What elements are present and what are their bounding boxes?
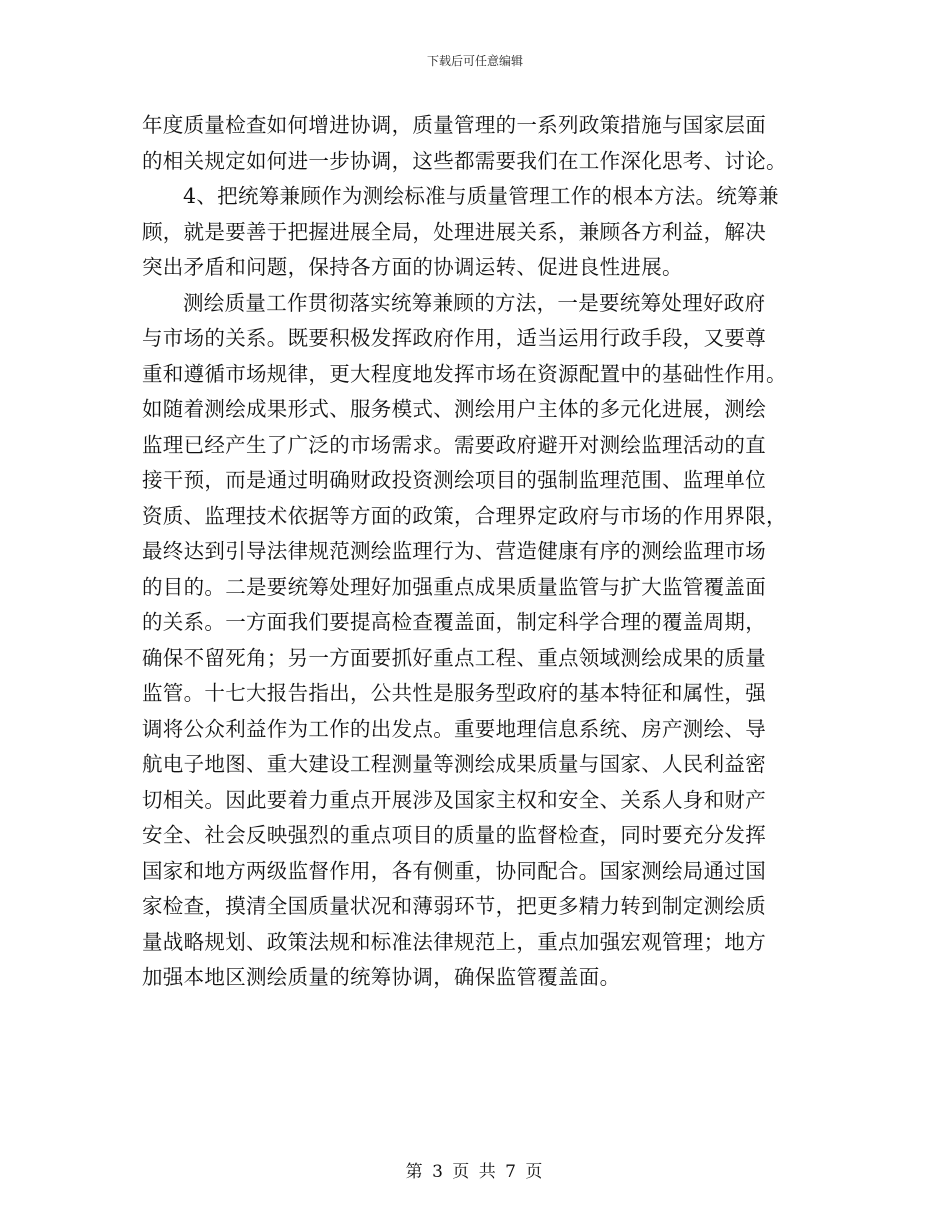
text-line: 加强本地区测绘质量的统筹协调，确保监管覆盖面。 bbox=[142, 965, 621, 989]
text-line: 切相关。因此要着力重点开展涉及国家主权和安全、关系人身和财产 bbox=[142, 787, 766, 812]
text-line: 顾，就是要善于把握进展全局，处理进展关系，兼顾各方利益，解决 bbox=[142, 219, 766, 244]
text-line: 调将公众利益作为工作的出发点。重要地理信息系统、房产测绘、导 bbox=[142, 716, 766, 741]
text-line: 航电子地图、重大建设工程测量等测绘成果质量与国家、人民利益密 bbox=[142, 752, 766, 776]
page-header: 下载后可任意编辑 bbox=[426, 54, 523, 68]
text-line: 的相关规定如何进一步协调，这些都需要我们在工作深化思考、讨论。 bbox=[142, 148, 787, 173]
paragraph-start: 4、把统筹兼顾作为测绘标准与质量管理工作的根本方法。统筹兼 bbox=[183, 184, 779, 208]
text-line: 突出矛盾和问题，保持各方面的协调运转、促进良性进展。 bbox=[142, 255, 683, 279]
text-line: 家检查，摸清全国质量状况和薄弱环节，把更多精力转到制定测绘质 bbox=[142, 894, 766, 918]
text-line: 年度质量检查如何增进协调，质量管理的一系列政策措施与国家层面 bbox=[142, 113, 766, 137]
text-line: 国家和地方两级监督作用，各有侧重，协同配合。国家测绘局通过国 bbox=[142, 858, 766, 883]
text-line: 最终达到引导法律规范测绘监理行为、营造健康有序的测绘监理市场 bbox=[142, 539, 766, 563]
paragraph-start: 测绘质量工作贯彻落实统筹兼顾的方法，一是要统筹处理好政府 bbox=[183, 290, 766, 315]
text-line: 监理已经产生了广泛的市场需求。需要政府避开对测绘监理活动的直 bbox=[142, 432, 766, 457]
text-line: 安全、社会反映强烈的重点项目的质量的监督检查，同时要充分发挥 bbox=[142, 823, 766, 847]
text-line: 资质、监理技术依据等方面的政策，合理界定政府与市场的作用界限， bbox=[142, 503, 787, 528]
text-line: 如随着测绘成果形式、服务模式、测绘用户主体的多元化进展，测绘 bbox=[142, 397, 766, 421]
text-line: 的关系。一方面我们要提高检查覆盖面，制定科学合理的覆盖周期， bbox=[142, 610, 766, 634]
text-line: 与市场的关系。既要积极发挥政府作用，适当运用行政手段，又要尊 bbox=[142, 326, 766, 350]
text-line: 量战略规划、政策法规和标准法律规范上，重点加强宏观管理；地方 bbox=[142, 929, 766, 954]
text-line: 监管。十七大报告指出，公共性是服务型政府的基本特征和属性，强 bbox=[142, 681, 766, 705]
text-line: 重和遵循市场规律，更大程度地发挥市场在资源配置中的基础性作用。 bbox=[142, 361, 787, 386]
text-line: 的目的。二是要统筹处理好加强重点成果质量监管与扩大监管覆盖面 bbox=[142, 574, 766, 599]
body-text bbox=[142, 108, 810, 996]
text-line: 确保不留死角；另一方面要抓好重点工程、重点领域测绘成果的质量 bbox=[142, 645, 766, 670]
page-footer: 第 3 页 共 7 页 bbox=[405, 1162, 545, 1182]
text-line: 接干预，而是通过明确财政投资测绘项目的强制监理范围、监理单位 bbox=[142, 468, 766, 492]
